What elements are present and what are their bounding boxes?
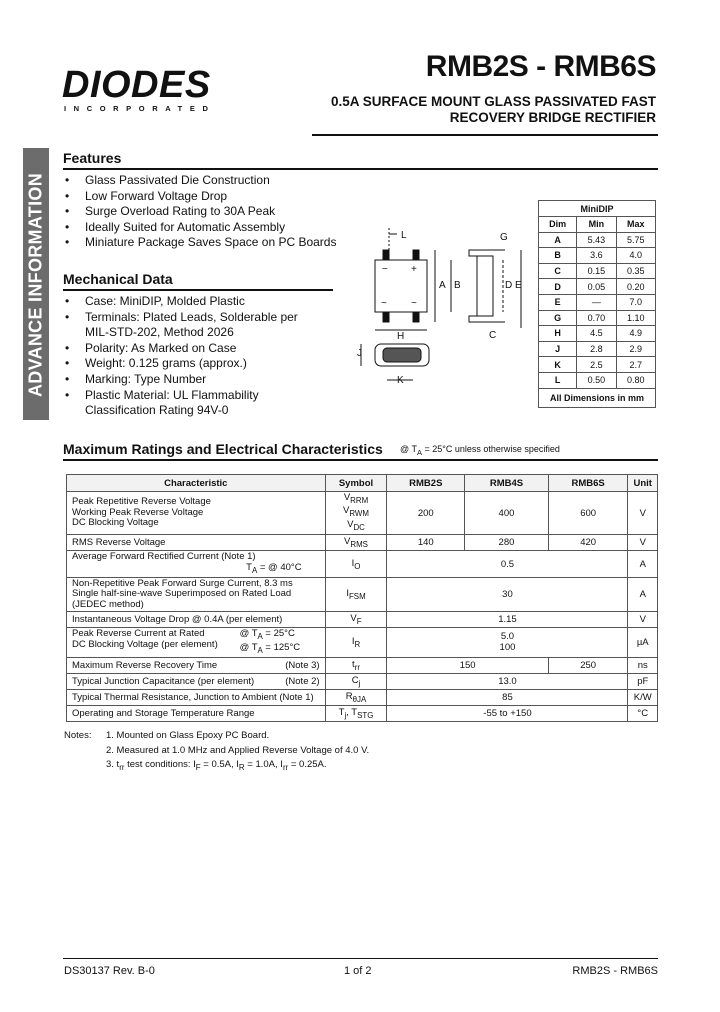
note-text: 3. t: [106, 759, 120, 770]
cond-rest: = 25°C: [262, 628, 295, 640]
char-line: Working Peak Reverse Voltage: [72, 506, 204, 518]
ratings-table: [66, 474, 658, 722]
pin-plus-label: +: [411, 264, 417, 275]
mechanical-item: • Case: MiniDIP, Molded Plastic: [63, 294, 298, 310]
sym: I: [351, 636, 355, 648]
dim-cell: E: [539, 294, 577, 310]
mechanical-item: [63, 310, 298, 341]
value-cell: 600: [548, 492, 628, 535]
dim-b-label: B: [454, 280, 461, 291]
sym: , T: [346, 706, 358, 718]
symbol-cell: [325, 612, 387, 628]
table-row: [539, 372, 656, 388]
unit-cell: V: [628, 492, 658, 535]
note-2: 2. Measured at 1.0 MHz and Applied Reverse Voltage of 4.0 V.: [106, 744, 370, 756]
sym: t: [352, 659, 355, 671]
min-cell: 0.05: [577, 279, 616, 295]
package-side-view: [477, 256, 493, 316]
value-cell: 150: [387, 658, 548, 674]
sym-sub: FSM: [348, 592, 366, 602]
dim-a-label: A: [439, 280, 446, 291]
symbol-cell: [325, 577, 387, 612]
unit-cell: V: [628, 535, 658, 551]
unit-cell: V: [628, 612, 658, 628]
value-cell: 30: [387, 577, 628, 612]
sym-sub: θJA: [352, 694, 367, 704]
table-row: [67, 535, 658, 551]
subtitle-line-2: RECOVERY BRIDGE RECTIFIER: [449, 110, 656, 125]
note-text: = 0.5A, I: [200, 759, 239, 770]
note-ref: (Note 2): [285, 675, 320, 687]
footer-part-number: RMB2S - RMB6S: [572, 965, 658, 977]
characteristic-cell: [67, 628, 326, 658]
table-row: [539, 310, 656, 326]
sym-sub: j: [358, 678, 361, 688]
mechanical-item-line: MIL-STD-202, Method 2026: [85, 325, 234, 340]
dim-l-label: L: [401, 230, 407, 241]
value-cell: -55 to +150: [387, 705, 628, 721]
dim-cell: B: [539, 248, 577, 264]
condition-text: @ T: [400, 444, 417, 454]
cond-sub: A: [257, 645, 263, 655]
char-line: Non-Repetitive Peak Forward Surge Current, 8.3 ms: [72, 577, 293, 589]
dim-cell: G: [539, 310, 577, 326]
mechanical-item-line: Terminals: Plated Leads, Solderable per: [85, 309, 298, 324]
dim-cell: L: [539, 372, 577, 388]
unit-cell: ns: [628, 658, 658, 674]
characteristic-cell: [67, 674, 326, 690]
sym-sub: RMS: [350, 540, 368, 550]
condition-rest: = 25°C unless otherwise specified: [422, 444, 560, 454]
logo-text: DIODES: [62, 64, 211, 106]
char-line: DC Blocking Voltage: [72, 517, 159, 529]
max-cell: 7.0: [616, 294, 655, 310]
footer-rule: [63, 958, 658, 959]
char-line: Typical Junction Capacitance (per element): [72, 675, 255, 687]
symbol-cell: [325, 551, 387, 578]
advance-information-label: ADVANCE INFORMATION: [25, 172, 46, 398]
ratings-rule: [63, 459, 658, 461]
value-line: 5.0: [500, 631, 515, 643]
note-1: 1. Mounted on Glass Epoxy PC Board.: [106, 730, 270, 741]
table-row: [539, 341, 656, 357]
sym: V: [343, 505, 350, 517]
dimensions-table: [538, 200, 656, 408]
cond-rest: = @ 40°C: [257, 561, 302, 573]
mechanical-list: [63, 294, 298, 419]
note-text: = 0.25A.: [288, 759, 327, 770]
features-list: [63, 173, 336, 251]
min-cell: —: [577, 294, 616, 310]
sym-sub: F: [356, 617, 362, 627]
value-cell: 250: [548, 658, 628, 674]
table-row: [67, 551, 658, 578]
max-cell: 4.0: [616, 248, 655, 264]
sym: V: [350, 613, 357, 625]
cond-text: @ T: [239, 641, 258, 653]
mechanical-item: • Weight: 0.125 grams (approx.): [63, 356, 298, 372]
table-row: [539, 248, 656, 264]
characteristic-cell: RMS Reverse Voltage: [67, 535, 326, 551]
symbol-cell: [325, 658, 387, 674]
notes-label: Notes:: [64, 730, 92, 741]
characteristic-cell: [67, 551, 326, 578]
ratings-condition: [400, 444, 560, 457]
dimensions-caption: MiniDIP: [539, 201, 656, 217]
header-rmb4s: RMB4S: [465, 475, 549, 492]
cond-text: T: [246, 561, 252, 573]
table-row: [67, 674, 658, 690]
mechanical-item-line: Classification Rating 94V-0: [85, 403, 229, 418]
max-cell: 1.10: [616, 310, 655, 326]
unit-cell: A: [628, 577, 658, 612]
value-cell: [387, 628, 628, 658]
min-header: Min: [577, 217, 616, 233]
sym: C: [351, 675, 359, 687]
cond-text: @ T: [239, 628, 258, 640]
unit-cell: µA: [628, 628, 658, 658]
table-row: [67, 689, 658, 705]
condition-sub: A: [416, 447, 422, 457]
dim-c-label: C: [489, 330, 497, 341]
value-cell: 0.5: [387, 551, 628, 578]
feature-item: • Miniature Package Saves Space on PC Boards: [63, 235, 336, 251]
sym-sub: rr: [354, 663, 360, 673]
mechanical-item: • Polarity: As Marked on Case: [63, 341, 298, 357]
ratings-heading: Maximum Ratings and Electrical Characteristics: [63, 441, 383, 457]
min-cell: 5.43: [577, 232, 616, 248]
feature-item: • Ideally Suited for Automatic Assembly: [63, 220, 336, 236]
symbol-cell: [325, 492, 387, 535]
document-subtitle: [331, 94, 656, 126]
dim-h-label: H: [397, 331, 405, 342]
cond-rest: = 125°C: [262, 641, 301, 653]
diodes-logo: [62, 66, 230, 114]
table-row: [539, 357, 656, 373]
min-cell: 2.8: [577, 341, 616, 357]
value-cell: 13.0: [387, 674, 628, 690]
mechanical-item-line: Plastic Material: UL Flammability: [85, 387, 259, 402]
table-row: [67, 705, 658, 721]
table-row: [539, 279, 656, 295]
char-line: Maximum Reverse Recovery Time: [72, 660, 218, 672]
dim-cell: H: [539, 326, 577, 342]
char-line: DC Blocking Voltage (per element): [72, 638, 218, 650]
lead-top-left: [383, 250, 389, 260]
header-rmb6s: RMB6S: [548, 475, 628, 492]
document-number: DS30137 Rev. B-0: [64, 965, 155, 977]
max-cell: 0.20: [616, 279, 655, 295]
note-sub: rr: [119, 762, 125, 772]
dim-cell: C: [539, 263, 577, 279]
min-cell: 0.15: [577, 263, 616, 279]
value-cell: 200: [387, 492, 465, 535]
max-cell: 4.9: [616, 326, 655, 342]
note-sub: rr: [282, 762, 289, 772]
header-characteristic: Characteristic: [67, 475, 326, 492]
table-row: [67, 658, 658, 674]
sym-sub: j: [344, 710, 347, 720]
characteristic-cell: [67, 492, 326, 535]
table-row: [539, 263, 656, 279]
sym: V: [347, 518, 354, 530]
min-cell: 4.5: [577, 326, 616, 342]
sym: V: [343, 492, 351, 503]
pin-ac-label-right: ~: [411, 298, 417, 309]
pin-ac-label-left: ~: [381, 298, 387, 309]
table-row: [539, 326, 656, 342]
symbol-cell: [325, 705, 387, 721]
sym: I: [351, 557, 355, 569]
table-row: [539, 294, 656, 310]
table-row: [539, 232, 656, 248]
symbol-cell: [325, 535, 387, 551]
dim-k-label: K: [397, 375, 404, 386]
min-cell: 0.70: [577, 310, 616, 326]
table-row: [67, 628, 658, 658]
mechanical-item: [63, 388, 298, 419]
sym-sub: RRM: [350, 495, 369, 505]
sym: I: [346, 588, 349, 600]
features-heading: Features: [63, 150, 122, 166]
notes-body: [106, 729, 369, 775]
sym-sub: DC: [353, 522, 365, 532]
table-row: [67, 577, 658, 612]
header-rmb2s: RMB2S: [387, 475, 465, 492]
subtitle-line-1: 0.5A SURFACE MOUNT GLASS PASSIVATED FAST: [330, 94, 656, 109]
char-line: Peak Reverse Current at Rated: [72, 628, 205, 640]
side-view-leads: [469, 250, 505, 322]
dim-g-label: G: [500, 232, 508, 243]
lead-bottom-left: [383, 312, 389, 322]
characteristic-cell: Typical Thermal Resistance, Junction to Ambient (Note 1): [67, 689, 326, 705]
note-3: [106, 758, 369, 775]
note-text: = 1.0A, I: [244, 759, 283, 770]
table-row: [67, 492, 658, 535]
symbol-cell: [325, 628, 387, 658]
sym-sub: O: [354, 561, 361, 571]
lead-bottom-right: [413, 312, 419, 322]
min-cell: 3.6: [577, 248, 616, 264]
max-cell: 2.7: [616, 357, 655, 373]
characteristic-cell: Operating and Storage Temperature Range: [67, 705, 326, 721]
sym-sub: STG: [357, 710, 374, 720]
max-cell: 0.35: [616, 263, 655, 279]
header-symbol: Symbol: [325, 475, 387, 492]
symbol-cell: [325, 689, 387, 705]
dim-cell: K: [539, 357, 577, 373]
value-cell: 280: [465, 535, 549, 551]
cond-sub: A: [257, 632, 263, 642]
unit-cell: A: [628, 551, 658, 578]
dim-j-label: J: [357, 348, 362, 359]
max-cell: 2.9: [616, 341, 655, 357]
header-unit: Unit: [628, 475, 658, 492]
header-rule: [312, 134, 658, 136]
dimensions-footer: All Dimensions in mm: [539, 388, 656, 407]
package-outline-drawing: [355, 220, 535, 400]
characteristic-cell: Instantaneous Voltage Drop @ 0.4A (per element): [67, 612, 326, 628]
unit-cell: K/W: [628, 689, 658, 705]
char-line: Single half-sine-wave Superimposed on Rated Load: [72, 588, 292, 600]
char-line: (JEDEC method): [72, 598, 144, 610]
feature-item: • Surge Overload Rating to 30A Peak: [63, 204, 336, 220]
note-text: test conditions: I: [124, 759, 196, 770]
feature-item: • Low Forward Voltage Drop: [63, 189, 336, 205]
sym: R: [345, 690, 353, 702]
page-number: 1 of 2: [344, 965, 372, 977]
value-line: 100: [499, 641, 516, 653]
condition: [246, 563, 301, 576]
sym: V: [344, 536, 351, 548]
symbol-cell: [325, 674, 387, 690]
max-cell: 5.75: [616, 232, 655, 248]
characteristic-cell: [67, 658, 326, 674]
characteristic-cell: [67, 577, 326, 612]
logo-subtext: INCORPORATED: [64, 104, 216, 113]
sym-sub: RWM: [349, 509, 369, 519]
dim-cell: J: [539, 341, 577, 357]
end-view-lead-frame: [383, 348, 421, 362]
pin-minus-label: −: [382, 264, 388, 275]
char-line: Peak Repetitive Reverse Voltage: [72, 496, 211, 508]
sym: T: [338, 706, 345, 718]
min-cell: 0.50: [577, 372, 616, 388]
dim-header: Dim: [539, 217, 577, 233]
value-cell: 400: [465, 492, 549, 535]
note-sub: F: [195, 762, 201, 772]
char-line: Average Forward Rectified Current (Note 1): [72, 551, 256, 563]
cond-sub: A: [251, 565, 258, 575]
table-row: [67, 612, 658, 628]
value-cell: 85: [387, 689, 628, 705]
value-cell: 1.15: [387, 612, 628, 628]
sym-sub: R: [354, 640, 361, 650]
features-rule: [63, 168, 658, 170]
value-cell: 420: [548, 535, 628, 551]
note-ref: (Note 3): [285, 660, 320, 672]
mechanical-rule: [63, 289, 333, 291]
feature-item: • Glass Passivated Die Construction: [63, 173, 336, 189]
mechanical-data-heading: Mechanical Data: [63, 271, 173, 287]
dim-cell: A: [539, 232, 577, 248]
condition: [240, 629, 320, 656]
part-number-title: RMB2S - RMB6S: [425, 50, 656, 83]
unit-cell: pF: [628, 674, 658, 690]
dim-cell: D: [539, 279, 577, 295]
dim-e-label: E: [515, 280, 522, 291]
unit-cell: °C: [628, 705, 658, 721]
note-sub: R: [238, 762, 245, 772]
min-cell: 2.5: [577, 357, 616, 373]
value-cell: 140: [387, 535, 465, 551]
lead-top-right: [413, 250, 419, 260]
max-header: Max: [616, 217, 655, 233]
max-cell: 0.80: [616, 372, 655, 388]
dim-d-label: D: [505, 280, 513, 291]
mechanical-item: • Marking: Type Number: [63, 372, 298, 388]
